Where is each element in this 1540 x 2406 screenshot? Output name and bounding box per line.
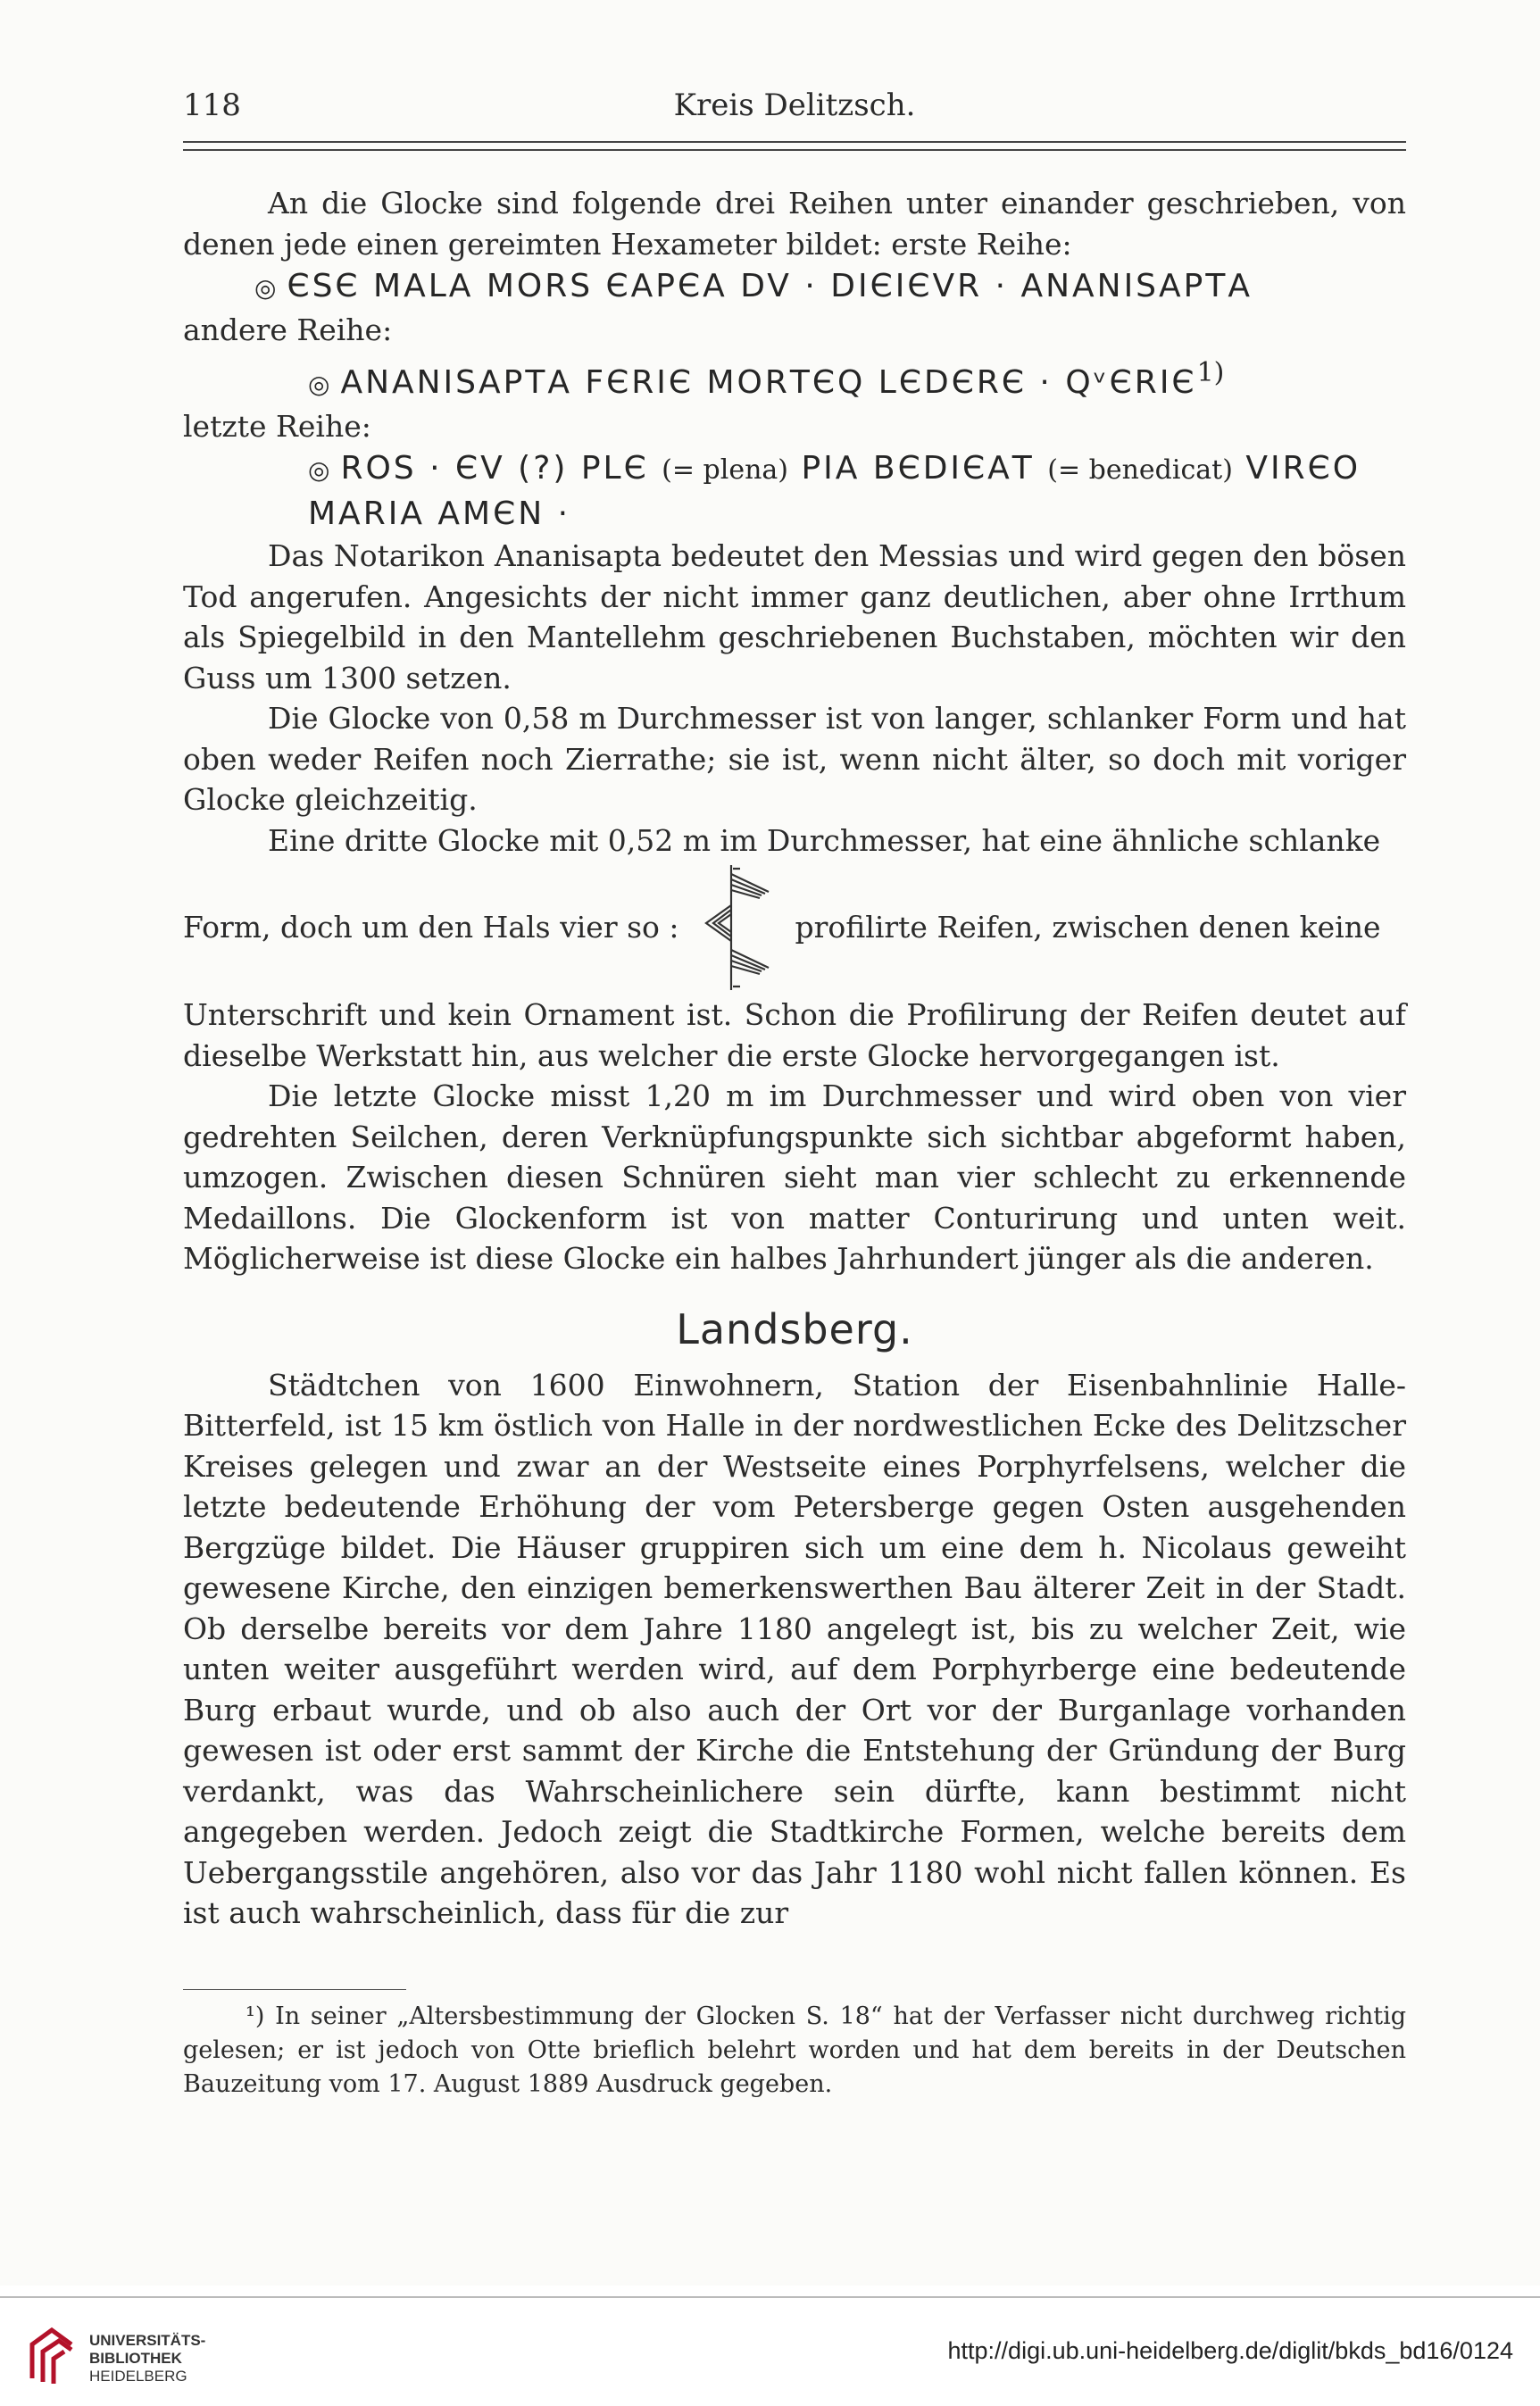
inscription-text-3b: PIΑ BЄDIЄΑΤ — [801, 450, 1035, 487]
inscription-text-3a: ROS · ЄV (?) PLЄ — [340, 450, 649, 487]
profile-left-text: Form, doch um den Hals vier so : — [183, 910, 679, 945]
ring-profile-figure — [697, 865, 778, 990]
body-text — [183, 183, 1406, 1934]
inscription-text-3c: VIRЄO — [1245, 450, 1361, 487]
label-second-row: andere Reihe: — [183, 312, 393, 347]
header-rule — [183, 141, 1406, 151]
paragraph-third-bell-rest: Unterschrift und kein Ornament ist. Schon die Profilirung der Reifen deutet auf dieselbe Werkstatt hin, aus welcher die erste Glocke hervorgegangen ist. — [183, 997, 1406, 1073]
gloss-benedicat: (= benedicat) — [1047, 454, 1233, 486]
footer-rule — [0, 2296, 1540, 2298]
profile-figure-line — [183, 861, 1406, 995]
profile-right-text: profilirte Reifen, zwischen denen keine — [795, 910, 1381, 945]
library-logo-icon[interactable] — [25, 2325, 79, 2387]
footnote-rule — [183, 1989, 406, 1990]
library-name-line2: BIBLIOTHEK — [89, 2350, 182, 2367]
section-title: Landsberg. — [676, 1304, 913, 1353]
paragraph-last-bell: Die letzte Glocke misst 1,20 m im Durchmesser und wird oben von vier gedrehten Seilchen, deren Verknüpfungspunkte sich sichtbar abgeformt haben, umzogen. Zwischen diesen Schnüren sieht man vier schlecht zu erkennende Medaillons. Die Glockenform ist von matter Conturirung und unten weit. Möglicherweise ist diese Glocke ein halbes Jahrhundert jünger als die anderen. — [183, 1078, 1406, 1276]
footnote-text: ¹) In seiner „Altersbestimmung der Glocken S. 18“ hat der Verfasser nicht durchweg richtig gelesen; er ist jedoch von Otte brieflich belehrt worden und hat dem bereits in der Deutschen Bauzeitung vom 17. August 1889 Ausdruck gegeben. — [183, 2002, 1406, 2098]
inscription-text-2: ΑΝΑΝΙSΑΡΤΑ FЄRIЄ ΜΟRΤЄQ LЄDЄRЄ · QᵛЄRIЄ — [340, 363, 1197, 401]
ring-mark-icon: ◎ — [308, 369, 330, 399]
gloss-plena: (= plena) — [662, 454, 789, 486]
inscription-line-1 — [254, 264, 1406, 310]
footnote-ref: 1) — [1196, 356, 1225, 388]
paragraph-third-bell-start: Eine dritte Glocke mit 0,52 m im Durchmesser, hat eine ähnliche schlanke — [268, 822, 1381, 858]
library-name-line1: UNIVERSITÄTS- — [89, 2332, 206, 2349]
footnote — [183, 2000, 1406, 2102]
inscription-line-3-cont — [308, 492, 1406, 536]
inscription-text-3d: ΜΑRΙΑ ΑΜЄΝ · — [308, 495, 571, 532]
label-third-row: letzte Reihe: — [183, 408, 371, 444]
paragraph-notarikon: Das Notarikon Ananisapta bedeutet den Messias und wird gegen den bösen Tod angerufen. Angesichts der nicht immer ganz deutlichen, aber ohne Irrthum als Spiegelbild in den Mantellehm geschriebenen Buchstaben, möchten wir den Guss um 1300 setzen. — [183, 538, 1406, 695]
permalink-url[interactable]: http://digi.ub.uni-heidelberg.de/diglit/bkds_bd16/0124 — [947, 2337, 1513, 2364]
library-name-line3: HEIDELBERG — [89, 2368, 187, 2385]
ring-mark-icon: ◎ — [308, 455, 330, 485]
inscription-line-3 — [308, 446, 1406, 492]
paragraph-second-bell: Die Glocke von 0,58 m Durchmesser ist von langer, schlanker Form und hat oben weder Reifen noch Zierrathe; sie ist, wenn nicht älter, so doch mit voriger Glocke gleichzeitig. — [183, 701, 1406, 817]
page-header — [183, 87, 1406, 132]
viewer-footer — [0, 2285, 1540, 2406]
inscription-text-1: ЄSЄ ΜΑLΑ ΜΟRS ЄΑΡЄΑ DV · DIЄIЄVR · ΑΝΑΝΙSΑΡΤΑ — [287, 268, 1253, 304]
inscription-line-2 — [308, 351, 1406, 406]
page-number: 118 — [183, 87, 241, 123]
running-head: Kreis Delitzsch. — [673, 87, 916, 123]
library-name[interactable] — [89, 2332, 205, 2385]
paragraph-landsberg: Städtchen von 1600 Einwohnern, Station der Eisenbahnlinie Halle-Bitterfeld, ist 15 km östlich von Halle in der nordwestlichen Ecke des Delitzscher Kreises gelegen und zwar an der Westseite eines Porphyrfelsens, welcher die letzte bedeutende Erhöhung der vom Petersberge gegen Osten ausgehenden Bergzüge bildet. Die Häuser gruppiren sich um eine dem h. Nicolaus geweiht gewesene Kirche, den einzigen bemerkenswerthen Bau älterer Zeit in der Stadt. Ob derselbe bereits vor dem Jahre 1180 angelegt ist, bis zu welcher Zeit, wie unten weiter ausgeführt werden wird, auf dem Porphyrberge eine bedeutende Burg erbaut wurde, und ob also auch der Ort vor der Burganlage vorhanden gewesen ist oder erst sammt der Kirche die Entstehung der Gründung der Burg verdankt, was das Wahrscheinlichere sein dürfte, kann bestimmt nicht angegeben werden. Jedoch zeigt die Stadtkirche Formen, welche bereits dem Uebergangsstile angehören, also vor das Jahr 1180 wohl nicht fallen können. Es ist auch wahrscheinlich, dass für die zur — [183, 1367, 1406, 1930]
paragraph-intro: An die Glocke sind folgende drei Reihen unter einander geschrieben, von denen jede einen gereimten Hexameter bildet: erste Reihe: — [183, 186, 1406, 262]
ring-mark-icon: ◎ — [254, 273, 277, 303]
